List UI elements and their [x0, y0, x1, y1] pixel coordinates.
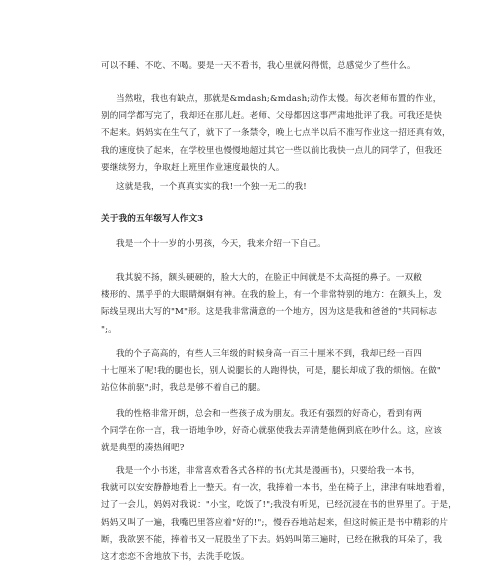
text-line: ";。: [101, 324, 117, 335]
text-line: 这就是我，一个真真实实的我!一个独一无二的我!: [116, 182, 307, 192]
paragraph-5: [101, 270, 443, 339]
text-line: 可以不睡、不吃、不喝。要是一天不看书，我心里就闷得慌，总感觉少了些什么。: [101, 61, 416, 71]
text-line: 要继续努力，争取赶上班里作业速度最快的人。: [101, 162, 285, 173]
text-line: 我其貌不扬，额头硬硬的，脸大大的，在脸正中间就是不太高挺的鼻子。一双敝: [116, 273, 423, 283]
text-line: 过了一会儿，妈妈对我说："小宝，吃饭了!";我没有听见，已经沉浸在书的世界里了。于是，: [101, 500, 457, 511]
text-line: 我是一个小书迷，非常喜欢看各式各样的书(尤其是漫画书)，只要给我一本书，: [116, 466, 421, 476]
text-line: 我的性格非常开朗，总会和一些孩子成为朋友。我还有强烈的好奇心，看到有两: [116, 409, 423, 419]
text-line: 我的速度快了起来，在学校里也慢慢地超过其它一些以前比我快一点儿的同学了，但我还: [101, 145, 443, 156]
text-line: 我的个子高高的，有些人三年级的时候身高一百三十厘米不到，我却已经一百四: [116, 349, 423, 359]
paragraph-7: [101, 406, 443, 458]
heading-text: 关于我的五年级写人作文3: [101, 214, 204, 224]
section-heading: [101, 211, 401, 228]
text-line: 这才恋恋不舍地放下书，去洗手吃饭。: [101, 552, 250, 563]
paragraph-1: [101, 58, 416, 75]
text-line: 别的同学都写完了，我却还在那儿赶。老师、父母都因这事严肃地批评了我。可我还是快: [101, 111, 443, 122]
paragraph-8: [101, 463, 457, 566]
text-line: 断，我欲罢不能，捧着书又一屁股坐了下去。妈妈叫第三遍时，已经在揪我的耳朵了，我: [101, 534, 443, 545]
text-line: 我就可以安安静静地看上一整天。有一次，我捧着一本书，坐在椅子上，津津有味地看着，: [101, 483, 451, 494]
text-line: 妈妈又叫了一遍，我嘴巴里答应着"好的!";，慢吞吞地站起来，但这时候正是书中精彩的片: [101, 517, 449, 528]
paragraph-3: [101, 179, 401, 196]
text-line: 不起来。妈妈实在生气了，就下了一条禁令，晚上七点半以后不准写作业这一招还真有效，: [101, 128, 451, 139]
text-line: 个同学在你一言，我一语地争吵，好奇心就驱使我去弄清楚他俩到底在吵什么。这，应该: [101, 426, 443, 437]
text-line: 我是一个十一岁的小男孩，今天，我来介绍一下自己。: [116, 239, 326, 249]
text-line: 际线呈现出大写的"M"形。这是我非常满意的一个地方，因为这是我和爸爸的"共同标志: [101, 307, 438, 318]
paragraph-6: [101, 346, 441, 398]
paragraph-2: [101, 91, 451, 177]
text-line: 十七厘米了呢!我的腿也长，别人说腿长的人跑得快，可是，腿长却成了我的烦恼。在做": [101, 366, 441, 377]
paragraph-4: [101, 236, 401, 253]
text-line: 楼形的、黑乎乎的大眼睛炯炯有神。在我的脸上，有一个非常特别的地方：在额头上，发: [101, 290, 443, 301]
text-line: 站位体前驱";时，我总是够不着自己的腿。: [101, 383, 266, 394]
text-line: 当然啦，我也有缺点，那就是&mdash;&mdash;动作太慢。每次老师布置的作业，: [116, 94, 442, 104]
text-line: 就是典型的凑热闹吧?: [101, 443, 185, 454]
